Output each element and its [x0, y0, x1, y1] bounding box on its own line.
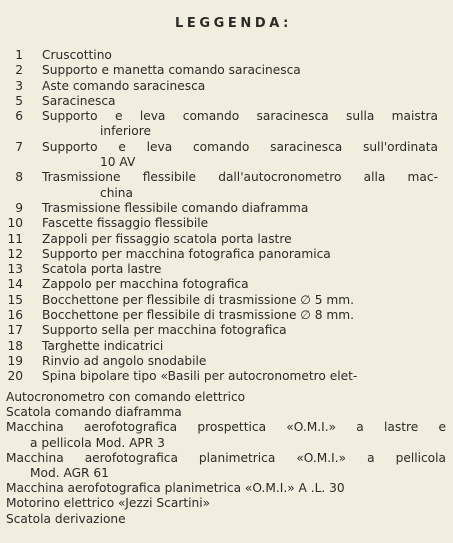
legend-text: Zappolo per macchina fotografica	[42, 277, 249, 292]
legend-text: Zappoli per fissaggio scatola porta lastre	[42, 231, 292, 246]
equipment-item: Motorino elettrico «Jezzi Scartini»	[6, 496, 211, 511]
legend-number: 19	[7, 353, 23, 368]
legend-row	[0, 277, 453, 292]
legend-row	[0, 216, 453, 231]
legend-row	[0, 339, 453, 354]
legend-text: Supporto e manetta comando saracinesca	[42, 63, 301, 78]
legend-row	[0, 293, 453, 308]
legend-row-continuation	[0, 124, 453, 139]
legend-row-continuation	[0, 186, 453, 201]
legend-number: 11	[7, 231, 23, 246]
legend-text-continuation: china	[100, 185, 134, 200]
legend-text: Supporto per macchina fotografica panoramica	[42, 246, 331, 261]
legend-text: Saracinesca	[42, 93, 116, 108]
legend-row	[0, 308, 453, 323]
legend-row	[0, 354, 453, 369]
legend-title: LEGGENDA:	[175, 16, 292, 31]
legend-text: Scatola porta lastre	[42, 262, 162, 277]
legend-number: 12	[7, 246, 23, 261]
legend-text: Fascette fissaggio flessibile	[42, 216, 209, 231]
legend-number: 14	[7, 277, 23, 292]
legend-number: 10	[7, 216, 23, 231]
equipment-item: Macchina aerofotografica prospettica «O.M.I.» a lastre e	[6, 420, 446, 435]
equipment-item: Scatola comando diaframma	[6, 405, 182, 420]
legend-number: 18	[7, 338, 23, 353]
legend-row	[0, 79, 453, 94]
legend-text: Supporto e leva comando saracinesca sulla maistra	[42, 109, 438, 124]
legend-row	[0, 369, 453, 384]
legend-number: 16	[7, 308, 23, 323]
legend-row	[0, 140, 453, 155]
legend-text: Targhette indicatrici	[42, 338, 164, 353]
legend-list	[0, 48, 453, 415]
equipment-item-continuation: Mod. AGR 61	[30, 465, 109, 480]
legend-row	[0, 323, 453, 338]
legend-text: Cruscottino	[42, 48, 112, 62]
legend-row	[0, 232, 453, 247]
legend-row	[0, 201, 453, 216]
legend-number: 15	[7, 292, 23, 307]
legend-text: Spina bipolare tipo «Basili per autocronometro elet-	[42, 369, 358, 384]
legend-number: 6	[15, 109, 23, 124]
legend-number: 9	[15, 200, 23, 215]
legend-text: Trasmissione flessibile comando diaframma	[42, 200, 309, 215]
legend-row	[0, 63, 453, 78]
legend-row	[0, 48, 453, 63]
legend-row	[0, 262, 453, 277]
legend-row	[0, 247, 453, 262]
equipment-item: Macchina aerofotografica planimetrica «O.M.I.» A .L. 30	[6, 481, 345, 496]
legend-row	[0, 170, 453, 185]
equipment-item: Macchina aerofotografica planimetrica «O.M.I.» a pellicola	[6, 450, 446, 465]
legend-text-continuation: 10 AV	[100, 155, 136, 170]
legend-text: Supporto e leva comando saracinesca sull'ordinata	[42, 139, 438, 154]
legend-text: Bocchettone per flessibile di trasmissione ∅ 5 mm.	[42, 292, 355, 307]
legend-row	[0, 109, 453, 124]
equipment-item-continuation: a pellicola Mod. APR 3	[30, 435, 165, 450]
legend-text: Rinvio ad angolo snodabile	[42, 353, 207, 368]
legend-number: 7	[15, 139, 23, 154]
legend-text: Trasmissione flessibile dall'autocronometro alla mac-	[42, 170, 438, 185]
legend-number: 1	[15, 48, 23, 62]
legend-text: Bocchettone per flessibile di trasmissione ∅ 8 mm.	[42, 308, 355, 323]
legend-number: 17	[7, 323, 23, 338]
legend-number: 20	[7, 369, 23, 384]
legend-text: Supporto sella per macchina fotografica	[42, 323, 287, 338]
equipment-item: Scatola derivazione	[6, 511, 126, 526]
legend-number: 5	[15, 93, 23, 108]
legend-row-continuation	[0, 155, 453, 170]
legend-number: 8	[15, 170, 23, 185]
legend-text-continuation: inferiore	[100, 124, 151, 139]
legend-number: 3	[15, 78, 23, 93]
legend-number: 13	[7, 262, 23, 277]
legend-text: Aste comando saracinesca	[42, 78, 206, 93]
equipment-item: Autocronometro con comando elettrico	[6, 390, 246, 404]
legend-row	[0, 94, 453, 109]
equipment-list	[6, 390, 446, 527]
legend-number: 2	[15, 63, 23, 78]
